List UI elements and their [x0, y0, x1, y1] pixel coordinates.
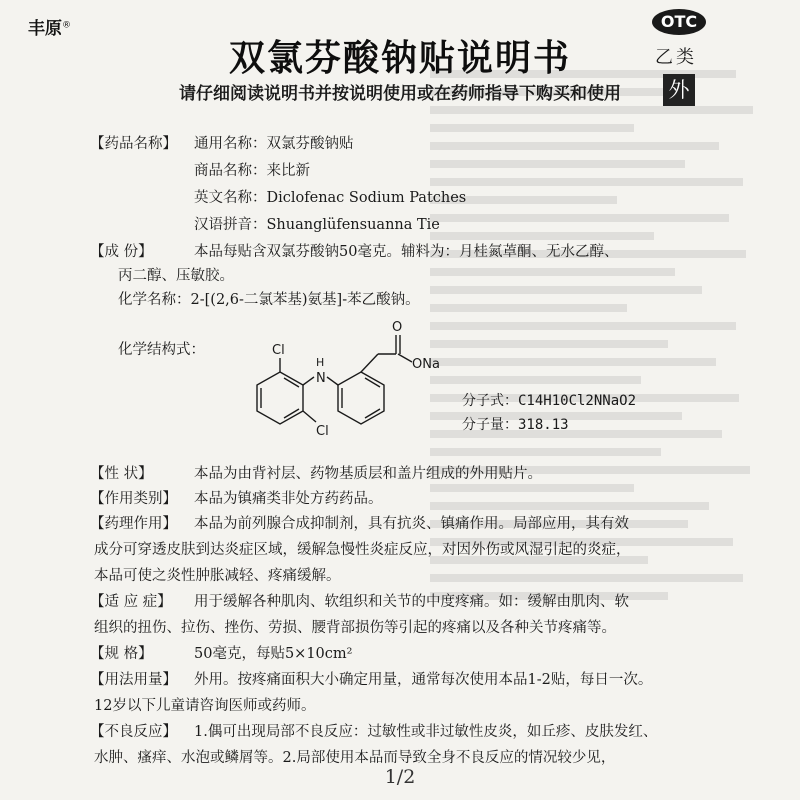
pharmacology-row — [90, 514, 629, 534]
atom-n: N — [316, 371, 326, 386]
spec-label: 【规 格】 — [90, 646, 153, 662]
molecular-formula: 分子式：C14H10Cl2NNaO2 — [462, 393, 637, 409]
dosage-line-2: 12岁以下儿童请咨询医师或药师。 — [94, 698, 316, 714]
category-row — [90, 489, 383, 509]
brand-name: 丰原 — [28, 19, 62, 39]
dosage-line-1: 外用。按疼痛面积大小确定用量，通常每次使用本品1-2贴，每日一次。 — [194, 672, 653, 688]
drug-name-label: 【药品名称】 — [90, 136, 177, 152]
adverse-line-1: 1.偶可出现局部不良反应：过敏性或非过敏性皮炎，如丘疹、皮肤发红、 — [194, 724, 658, 740]
composition-line-2: 丙二醇、压敏胶。 — [118, 268, 234, 284]
atom-cl-top: Cl — [272, 343, 285, 358]
back-side-show-through — [430, 60, 770, 660]
category-label: 乙类 — [655, 47, 697, 68]
registered-mark: ® — [62, 20, 71, 31]
external-use-mark: 外 — [663, 74, 695, 106]
indications-label: 【适 应 症】 — [90, 594, 172, 610]
adverse-label: 【不良反应】 — [90, 724, 177, 740]
document-title: 双氯芬酸钠贴说明书 — [228, 38, 571, 79]
properties-label: 【性 状】 — [90, 466, 153, 482]
page-number: 1/2 — [384, 766, 416, 788]
otc-badge: OTC — [652, 9, 706, 35]
composition-line-1: 本品每贴含双氯芬酸钠50毫克。辅料为：月桂氮䓬酮、无水乙醇、 — [194, 244, 619, 260]
phenylacetate-ring — [338, 372, 384, 424]
dosage-label: 【用法用量】 — [90, 672, 177, 688]
composition-label: 【成 份】 — [90, 244, 153, 260]
indications-line-1: 用于缓解各种肌肉、软组织和关节的中度疼痛。如：缓解由肌肉、软 — [194, 594, 629, 610]
atom-o: O — [392, 320, 403, 335]
spec-row — [90, 644, 352, 664]
pharmacology-label: 【药理作用】 — [90, 516, 177, 532]
document-subtitle: 请仔细阅读说明书并按说明使用或在药师指导下购买和使用 — [179, 84, 621, 104]
pinyin-name: 汉语拼音：Shuanglüfensuanna Tie — [194, 217, 440, 233]
structure-label: 化学结构式： — [118, 342, 205, 358]
category-section-text: 本品为镇痛类非处方药药品。 — [194, 491, 383, 507]
dosage-row — [90, 670, 652, 690]
pharmacology-line-2: 成分可穿透皮肤到达炎症区域，缓解急慢性炎症反应，对因外伤或风湿引起的炎症， — [94, 542, 631, 558]
pharmacology-line-3: 本品可使之炎性肿胀减轻、疼痛缓解。 — [94, 568, 341, 584]
category-section-label: 【作用类别】 — [90, 491, 177, 507]
indications-line-2: 组织的扭伤、拉伤、挫伤、劳损、腰背部损伤等引起的疼痛以及各种关节疼痛等。 — [94, 620, 616, 636]
composition-row — [90, 242, 618, 262]
english-name: 英文名称：Diclofenac Sodium Patches — [194, 190, 467, 206]
atom-cl-bottom: Cl — [316, 424, 329, 439]
generic-name: 通用名称：双氯芬酸钠贴 — [194, 136, 354, 152]
adverse-line-2: 水肿、瘙痒、水泡或鳞屑等。2.局部使用本品而导致全身不良反应的情况较少见， — [94, 750, 616, 766]
molecular-weight: 分子量：318.13 — [462, 417, 569, 433]
trade-name: 商品名称：来比新 — [194, 163, 310, 179]
drug-name-row — [90, 134, 354, 154]
indications-row — [90, 592, 629, 612]
properties-row — [90, 464, 542, 484]
properties-text: 本品为由背衬层、药物基质层和盖片组成的外用贴片。 — [194, 466, 542, 482]
spec-text: 50毫克，每贴5×10cm² — [194, 646, 353, 662]
dichlorophenyl-ring — [257, 372, 303, 424]
chemical-name: 化学名称：2-[(2,6-二氯苯基)氨基]-苯乙酸钠。 — [118, 292, 420, 308]
pharmacology-line-1: 本品为前列腺合成抑制剂，具有抗炎、镇痛作用。局部应用，其有效 — [194, 516, 629, 532]
atom-ona: ONa — [412, 357, 440, 372]
adverse-row — [90, 722, 657, 742]
atom-h: H — [316, 356, 325, 369]
chemical-structure-diagram — [228, 310, 453, 460]
